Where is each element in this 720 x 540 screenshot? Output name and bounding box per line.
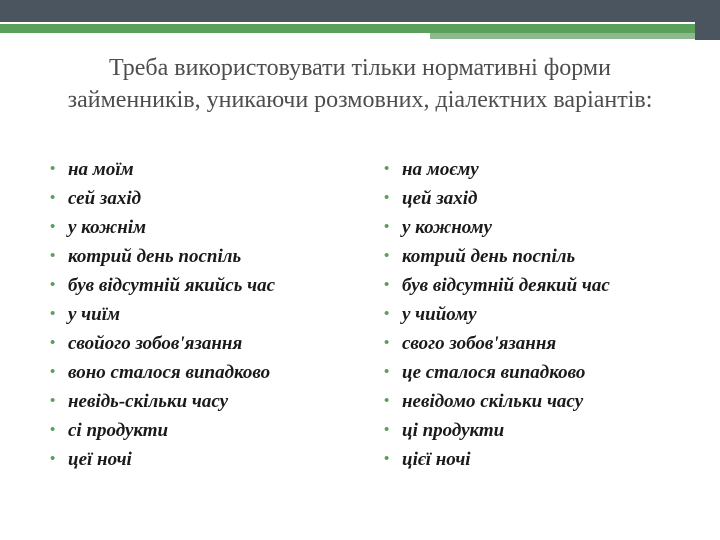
bullet-icon: • [50,190,56,206]
list-item: • котрий день поспіль [402,242,610,271]
bullet-icon: • [50,277,56,293]
list-item: • у чиїм [68,300,275,329]
slide-accent-block [430,33,695,39]
list-item: • цей захід [402,184,610,213]
slide-title-line-2: займенників, уникаючи розмовних, діалектних варіантів: [67,87,653,113]
right-column-list [384,155,610,474]
bullet-icon: • [384,248,390,264]
bullet-icon: • [50,161,56,177]
slide-title-line-1: Треба використовувати тільки нормативні форми [109,55,611,81]
slide-corner-block [695,0,720,40]
list-item: • був відсутній деякий час [402,271,610,300]
list-item: • ці продукти [402,416,610,445]
bullet-icon: • [50,306,56,322]
list-item: • сей захід [68,184,275,213]
bullet-icon: • [384,219,390,235]
list-item: • котрий день поспіль [68,242,275,271]
bullet-icon: • [384,190,390,206]
bullet-icon: • [50,335,56,351]
slide-accent-line [0,24,695,33]
bullet-icon: • [50,451,56,467]
list-item: • був відсутній якийсь час [68,271,275,300]
list-item: • у кожному [402,213,610,242]
list-item: • у чийому [402,300,610,329]
list-item: • воно сталося випадково [68,358,275,387]
bullet-icon: • [384,451,390,467]
list-item: • сі продукти [68,416,275,445]
list-item: • невідь-скільки часу [68,387,275,416]
bullet-icon: • [50,219,56,235]
bullet-icon: • [50,422,56,438]
bullet-icon: • [384,161,390,177]
list-item: • цеї ночі [68,445,275,474]
bullet-icon: • [384,306,390,322]
bullet-icon: • [50,248,56,264]
bullet-icon: • [384,277,390,293]
bullet-icon: • [384,393,390,409]
bullet-icon: • [50,393,56,409]
bullet-icon: • [384,422,390,438]
slide-top-band [0,0,720,22]
list-item: • свойого зобов'язання [68,329,275,358]
slide-title [0,52,720,116]
left-column-list [50,155,276,474]
list-item: • у кожнім [68,213,275,242]
list-item: • це сталося випадково [402,358,610,387]
list-item: • на моїм [68,155,275,184]
bullet-icon: • [384,364,390,380]
bullet-icon: • [50,364,56,380]
list-item: • свого зобов'язання [402,329,610,358]
list-item: • на моєму [402,155,610,184]
list-item: • невідомо скільки часу [402,387,610,416]
list-item: • цієї ночі [402,445,610,474]
bullet-icon: • [384,335,390,351]
